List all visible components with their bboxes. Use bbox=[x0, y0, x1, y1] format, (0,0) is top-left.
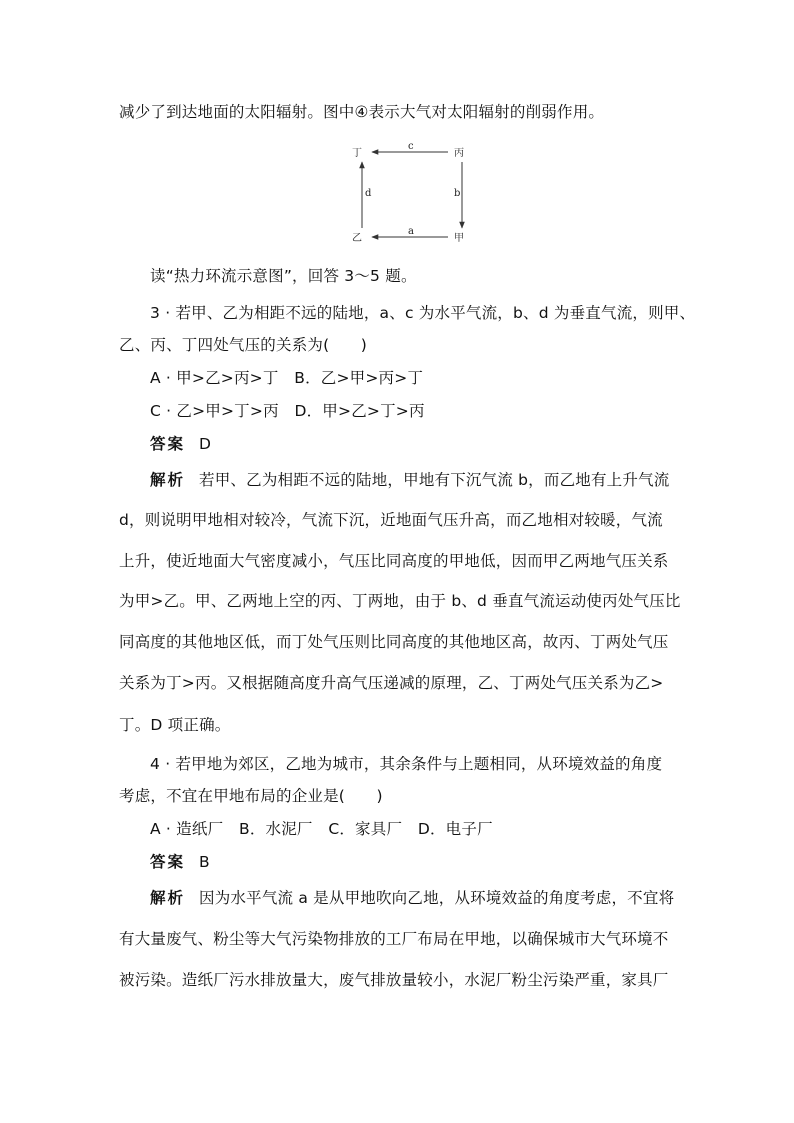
arrow-label-b: b bbox=[454, 188, 461, 199]
q3-analysis-line-3: 上升，使近地面大气密度减小，气压比同高度的甲地低，因而甲乙两地气压关系 bbox=[119, 552, 669, 570]
q3-stem-line-2: 乙、丙、丁四处气压的关系为( ) bbox=[119, 336, 367, 354]
q3-answer-value: D bbox=[199, 435, 212, 453]
q3-analysis-text-1: 若甲、乙为相距不远的陆地，甲地有下沉气流 b，而乙地有上升气流 bbox=[199, 471, 670, 489]
q3-analysis-line-4: 为甲>乙。甲、乙两地上空的丙、丁两地，由于 b、d 垂直气流运动使丙处气压比 bbox=[119, 592, 681, 610]
q3-analysis-line-7: 丁。D 项正确。 bbox=[119, 716, 231, 734]
q4-stem-line-2: 考虑，不宜在甲地布局的企业是( ) bbox=[119, 787, 383, 805]
arrow-label-d: d bbox=[365, 188, 372, 199]
corner-label-yi: 乙 bbox=[352, 233, 362, 244]
q3-analysis-label: 解析 bbox=[150, 471, 186, 489]
q4-answer bbox=[150, 851, 710, 873]
q3-analysis-line-1 bbox=[150, 469, 710, 491]
q4-answer-value: B bbox=[199, 853, 210, 871]
q3-analysis-line-6: 关系为丁>丙。又根据随高度升高气压递减的原理，乙、丁两处气压关系为乙> bbox=[119, 674, 664, 692]
q3-answer bbox=[150, 433, 710, 455]
arrow-label-a: a bbox=[408, 226, 414, 237]
q3-analysis-line-5: 同高度的其他地区低，而丁处气压则比同高度的其他地区高，故丙、丁两处气压 bbox=[119, 633, 669, 651]
read-prompt: 读“热力环流示意图”，回答 3～5 题。 bbox=[150, 267, 417, 285]
thermal-circulation-diagram bbox=[350, 142, 475, 247]
q3-options-line-2: C · 乙>甲>丁>丙 D．甲>乙>丁>丙 bbox=[150, 402, 425, 420]
intro-text: 减少了到达地面的太阳辐射。图中④表示大气对太阳辐射的削弱作用。 bbox=[119, 103, 605, 121]
corner-label-ding: 丁 bbox=[352, 148, 362, 159]
q4-analysis-line-2: 有大量废气、粉尘等大气污染物排放的工厂布局在甲地，以确保城市大气环境不 bbox=[119, 930, 669, 948]
diagram-svg bbox=[350, 142, 475, 247]
q4-analysis-line-1 bbox=[150, 887, 710, 909]
q4-analysis-line-3: 被污染。造纸厂污水排放量大，废气排放量较小，水泥厂粉尘污染严重，家具厂 bbox=[119, 971, 669, 989]
corner-label-jia: 甲 bbox=[454, 233, 464, 244]
q4-options-line-1: A · 造纸厂 B．水泥厂 C．家具厂 D．电子厂 bbox=[150, 820, 493, 838]
arrow-label-c: c bbox=[408, 142, 414, 152]
q4-analysis-label: 解析 bbox=[150, 889, 186, 907]
q3-options-line-1: A · 甲>乙>丙>丁 B．乙>甲>丙>丁 bbox=[150, 369, 424, 387]
q4-stem-line-1: 4 · 若甲地为郊区，乙地为城市，其余条件与上题相同，从环境效益的角度 bbox=[150, 755, 663, 773]
q3-answer-label: 答案 bbox=[150, 435, 186, 453]
q3-stem-line-1: 3 · 若甲、乙为相距不远的陆地，a、c 为水平气流，b、d 为垂直气流，则甲、 bbox=[150, 304, 696, 322]
corner-label-bing: 丙 bbox=[454, 148, 464, 159]
q4-analysis-text-1: 因为水平气流 a 是从甲地吹向乙地，从环境效益的角度考虑，不宜将 bbox=[199, 889, 675, 907]
q3-analysis-line-2: d，则说明甲地相对较冷，气流下沉，近地面气压升高，而乙地相对较暖，气流 bbox=[119, 511, 663, 529]
q4-answer-label: 答案 bbox=[150, 853, 186, 871]
